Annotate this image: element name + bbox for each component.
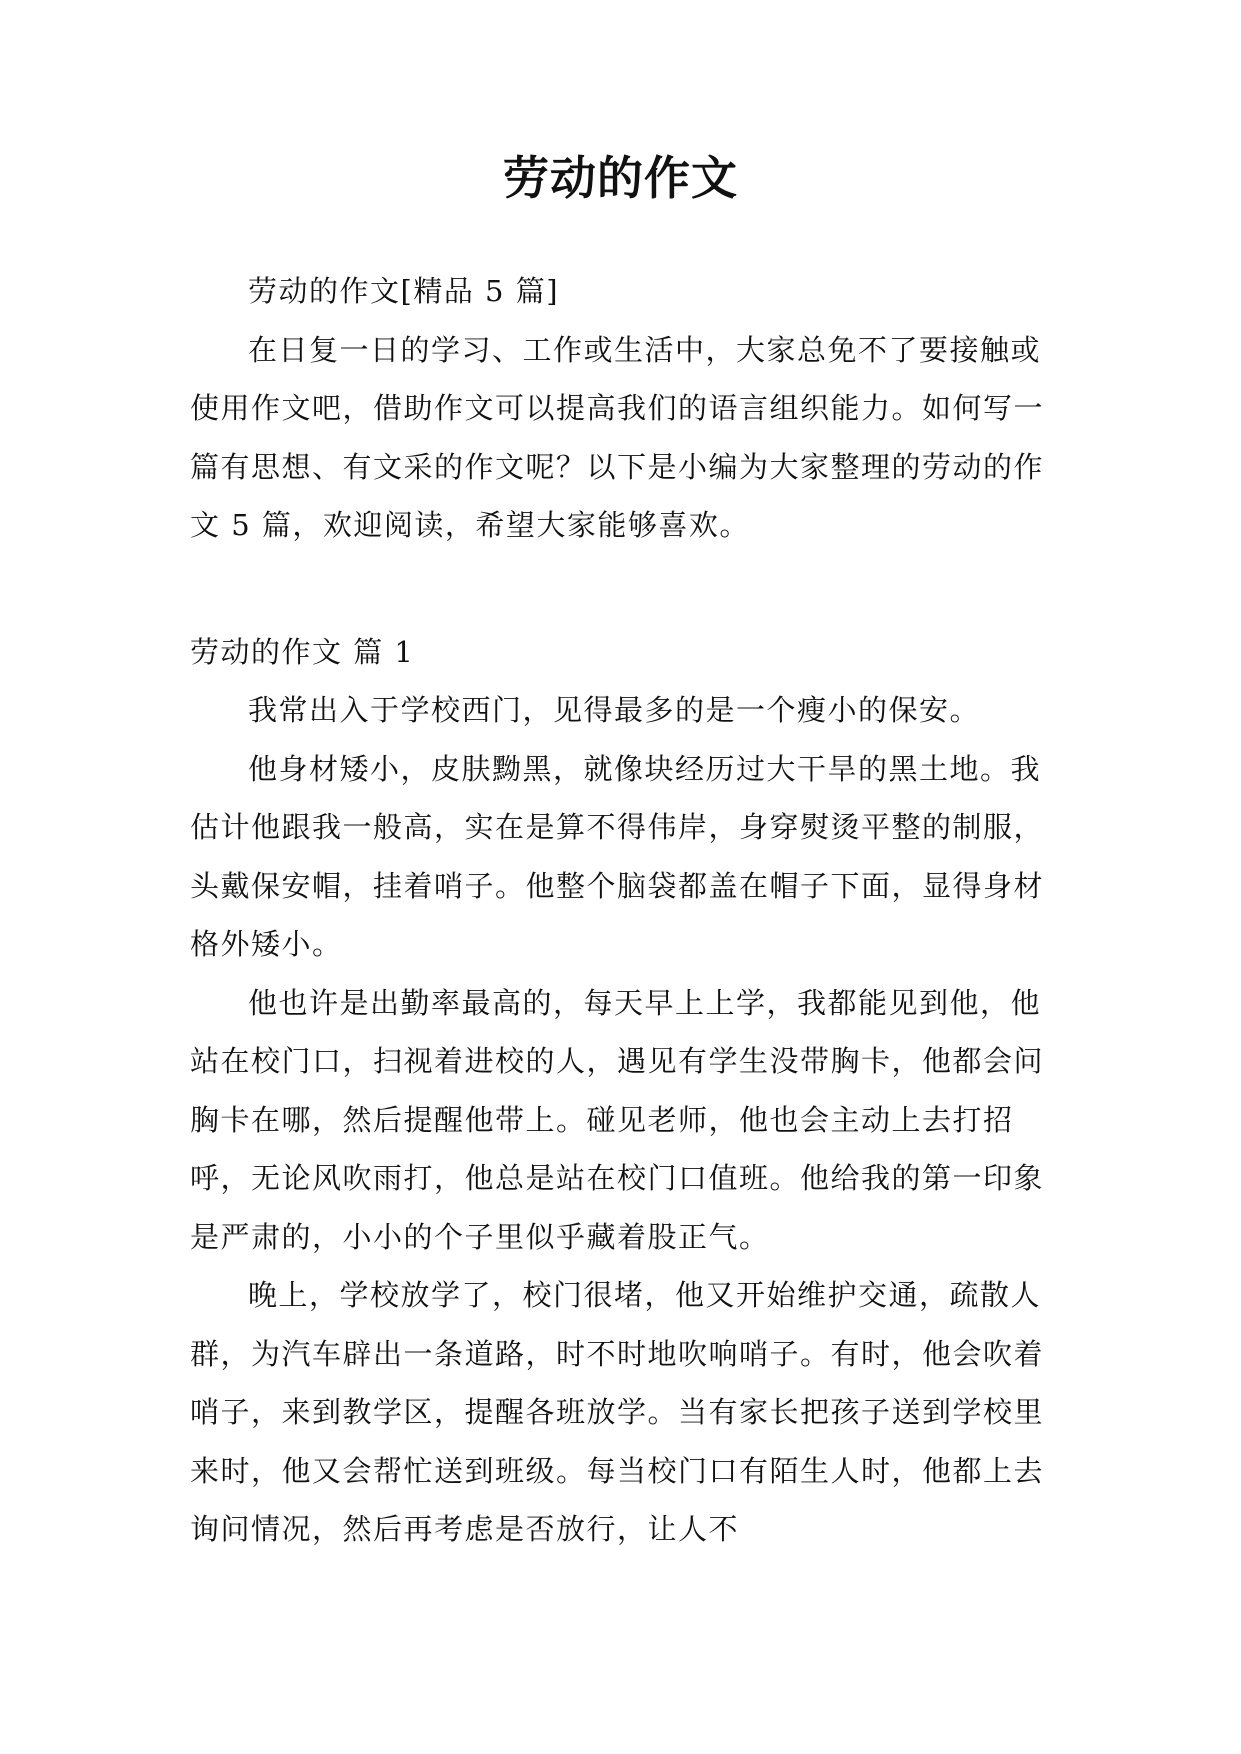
intro-paragraph: 在日复一日的学习、工作或生活中，大家总免不了要接触或使用作文吧，借助作文可以提高我们的语言组织能力。如何写一篇有思想、有文采的作文呢？以下是小编为大家整理的劳动的作文 5 篇，欢迎阅读，希望大家能够喜欢。 <box>190 332 1045 542</box>
section-heading: 劳动的作文 篇 1 <box>190 634 415 669</box>
document-title: 劳动的作文 <box>503 151 738 205</box>
document-body <box>190 262 1050 1559</box>
body-paragraph-1: 我常出入于学校西门，见得最多的是一个瘦小的保安。 <box>248 693 981 727</box>
document-subtitle: 劳动的作文[精品 5 篇] <box>248 274 560 308</box>
body-paragraph-3: 他也许是出勤率最高的，每天早上上学，我都能见到他，他站在校门口，扫视着进校的人，遇见有学生没带胸卡，他都会问胸卡在哪，然后提醒他带上。碰见老师，他也会主动上去打招呼，无论风吹雨打，他总是站在校门口值班。他给我的第一印象是严肃的，小小的个子里似乎藏着股正气。 <box>190 985 1045 1254</box>
body-paragraph-4: 晚上，学校放学了，校门很堵，他又开始维护交通，疏散人群，为汽车辟出一条道路，时不时地吹响哨子。有时，他会吹着哨子，来到教学区，提醒各班放学。当有家长把孩子送到学校里来时，他又会帮忙送到班级。每当校门口有陌生人时，他都上去询问情况，然后再考虑是否放行，让人不 <box>190 1278 1045 1546</box>
section-spacer <box>190 555 1050 623</box>
body-paragraph-2: 他身材矮小，皮肤黝黑，就像块经历过大干旱的黑土地。我估计他跟我一般高，实在是算不得伟岸，身穿熨烫平整的制服，头戴保安帽，挂着哨子。他整个脑袋都盖在帽子下面，显得身材格外矮小。 <box>190 751 1045 961</box>
